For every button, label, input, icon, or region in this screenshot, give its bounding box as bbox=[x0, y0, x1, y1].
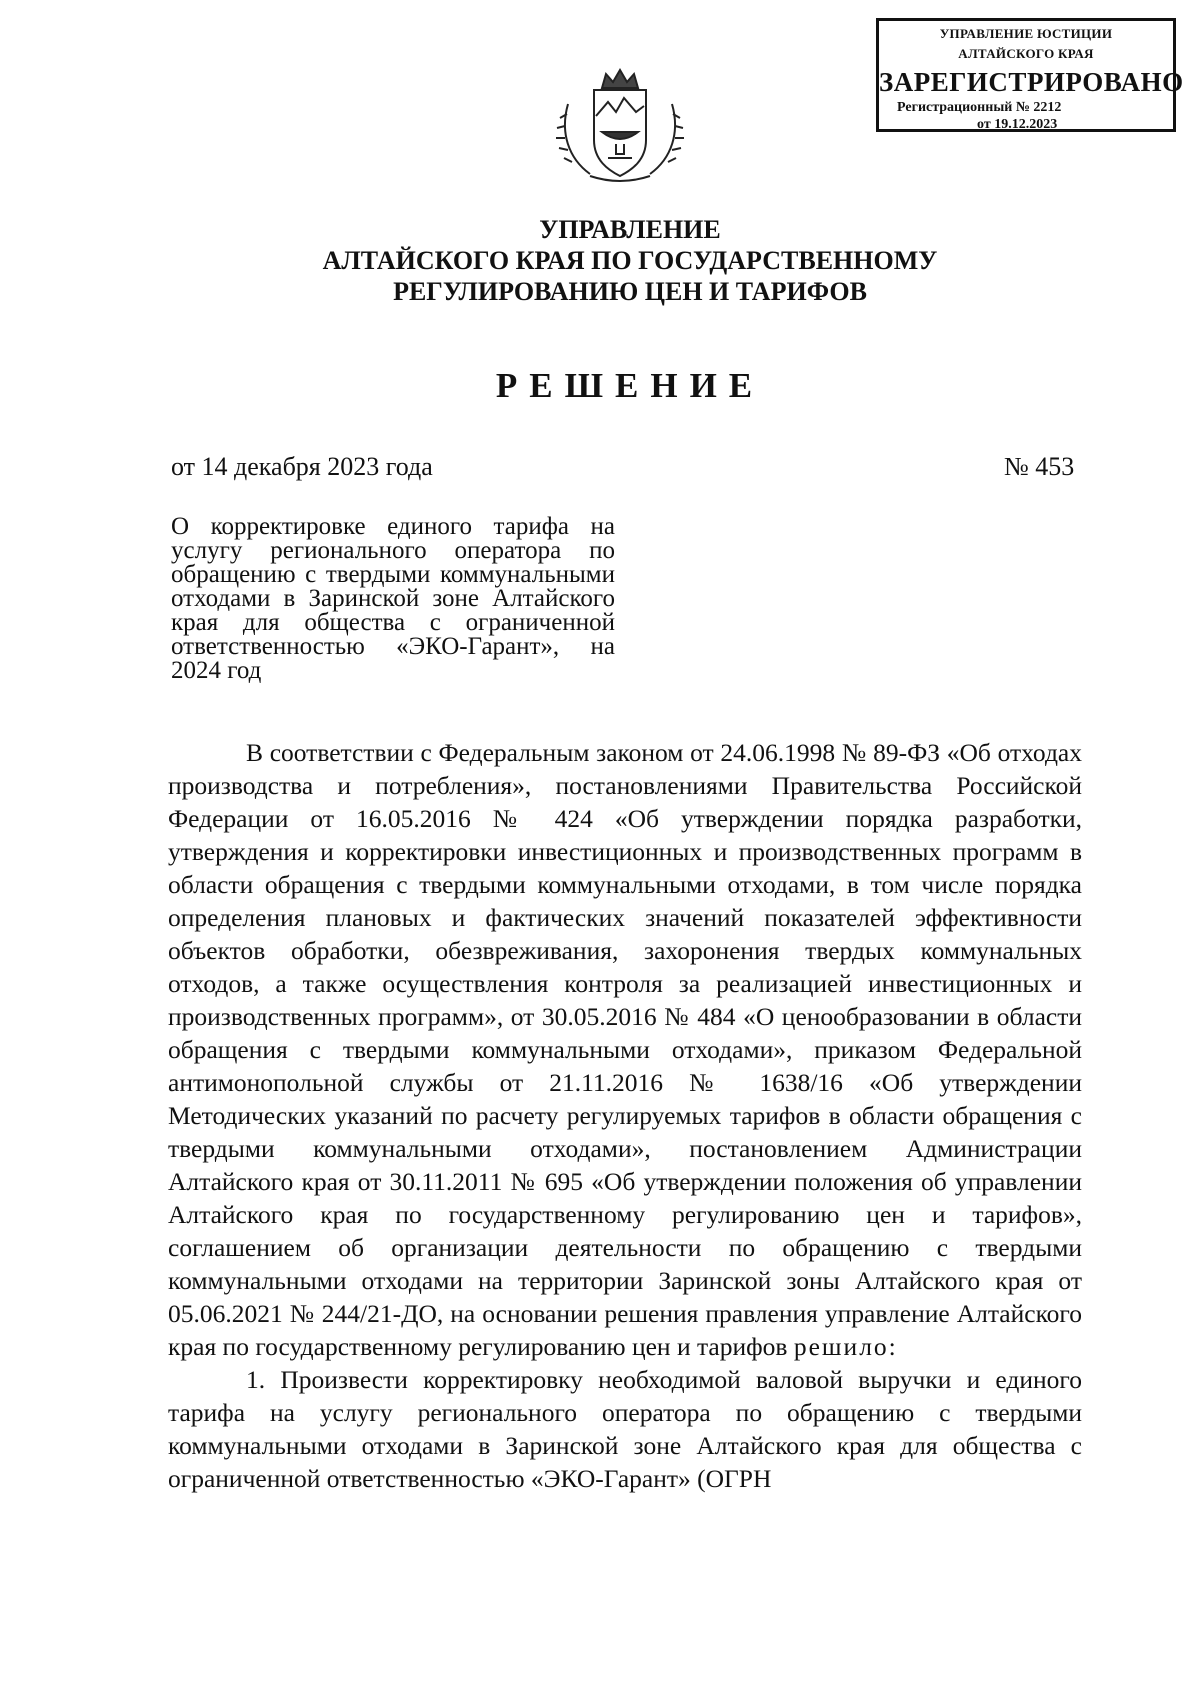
document-number: № 453 bbox=[1004, 452, 1075, 481]
body-paragraph-1-resolution: решило: bbox=[793, 1332, 898, 1361]
altai-krai-coat-of-arms-icon bbox=[550, 66, 690, 186]
document-date: от 14 декабря 2023 года bbox=[171, 452, 433, 481]
stamp-org-line1: УПРАВЛЕНИЕ ЮСТИЦИИ bbox=[939, 26, 1113, 41]
body-paragraph-2: 1. Произвести корректировку необходимой валовой выручки и единого тарифа на услугу регионального оператора по обращению с твердыми коммунальными отходами в Заринской зоне Алтайского края для общества с ограниченной ответственностью «ЭКО-Гарант» (ОГРН bbox=[168, 1365, 1082, 1493]
authority-header bbox=[150, 214, 1110, 307]
header-line2: АЛТАЙСКОГО КРАЯ ПО ГОСУДАРСТВЕННОМУ bbox=[322, 246, 938, 275]
stamp-reg-number: Регистрационный № 2212 bbox=[897, 100, 1062, 115]
registration-stamp bbox=[876, 18, 1184, 132]
document-title: РЕШЕНИЕ bbox=[495, 366, 765, 405]
stamp-reg-date: от 19.12.2023 bbox=[977, 117, 1058, 132]
document-subject: О корректировке единого тарифа на услугу регионального оператора по обращению с твердыми коммунальными отходами в Заринской зоне Алтайского края для общества с ограниченной ответственностью «ЭКО-Гарант», на 2024 год bbox=[171, 513, 615, 684]
stamp-org-line2: АЛТАЙСКОГО КРАЯ bbox=[958, 46, 1094, 61]
document-body bbox=[168, 736, 1082, 1495]
body-paragraph-1-text: В соответствии с Федеральным законом от 24.06.1998 № 89-ФЗ «Об отходах производства и потребления», постановлениями Правительства Российской Федерации от 16.05.2016 № 424 «Об утверждении порядка разработки, утверждения и корректировки инвестиционных и производственных программ в области обращения с твердыми коммунальными отходами, в том числе порядка определения плановых и фактических значений показателей эффективности объектов обработки, обезвреживания, захоронения твердых коммунальных отходов, а также осуществления контроля за реализацией инвестиционных и производственных программ», от 30.05.2016 № 484 «О ценообразовании в области обращения с твердыми коммунальными отходами», приказом Федеральной антимонопольной службы от 21.11.2016 № 1638/16 «Об утверждении Методических указаний по расчету регулируемых тарифов в области обращения с твердыми коммунальными отходами», постановлением Администрации Алтайского края от 30.11.2011 № 695 «Об утверждении положения об управлении Алтайского края по государственному регулированию цен и тарифов», соглашением об организации деятельности по обращению с твердыми коммунальными отходами на территории Заринской зоны Алтайского края от 05.06.2021 № 244/21-ДО, на основании решения правления управление Алтайского края по государственному регулированию цен и тарифов bbox=[168, 738, 1082, 1361]
stamp-status: ЗАРЕГИСТРИРОВАНО bbox=[879, 67, 1184, 97]
header-line1: УПРАВЛЕНИЕ bbox=[539, 215, 721, 244]
header-line3: РЕГУЛИРОВАНИЮ ЦЕН И ТАРИФОВ bbox=[393, 277, 867, 306]
body-paragraph-1 bbox=[168, 736, 1082, 1363]
